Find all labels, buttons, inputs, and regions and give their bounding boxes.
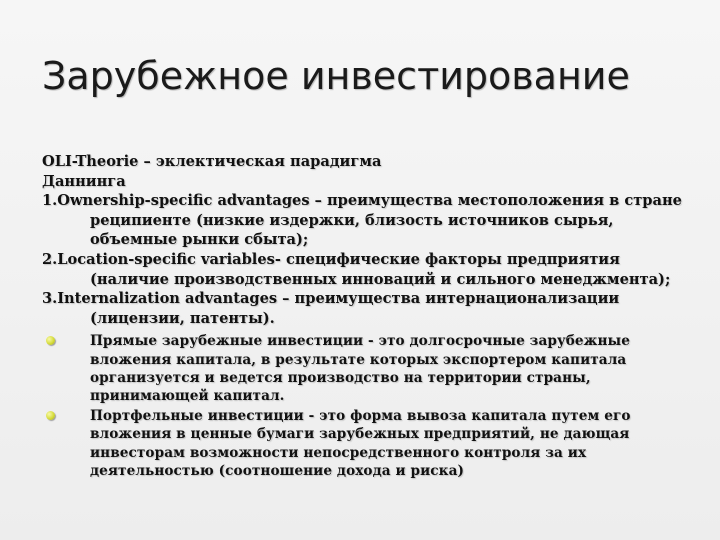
bullet-text: Прямые зарубежные инвестиции - это долгосрочные зарубежные вложения капитала, в результате которых экспортером капитала организуется и ведется производство на территории страны, принимающей капитал. (90, 333, 631, 404)
slide-body (42, 152, 692, 480)
numbered-item-location: 2.Location-specific variables- специфические факторы предприятия (наличие производственных инноваций и сильного менеджмента); (42, 250, 671, 288)
yellow-dot-bullet-icon (46, 411, 55, 420)
bullet-item-portfolio-investment (42, 407, 692, 480)
bullet-item-direct-investment (42, 332, 692, 405)
intro-line-2: Даннинга (42, 172, 126, 190)
yellow-dot-bullet-icon (46, 336, 55, 345)
intro-line-1: OLI-Theorie – эклектическая парадигма (42, 153, 382, 170)
bullet-list (42, 332, 692, 480)
bullet-text: Портфельные инвестиции - это форма вывоза капитала путем его вложения в ценные бумаги зарубежных предприятий, не дающая инвесторам возможности непосредственного контроля за их деятельностью (соотношение дохода и риска) (90, 408, 631, 479)
numbered-item-ownership: 1.Ownership-specific advantages – преимущества местоположения в стране реципиенте (низкие издержки, близость источников сырья, объемные рынки сбыта); (42, 192, 682, 249)
numbered-item-internalization: 3.Internalization advantages – преимущества интернационализации (лицензии, патенты). (42, 290, 620, 327)
slide-title: Зарубежное инвестирование (42, 54, 630, 98)
